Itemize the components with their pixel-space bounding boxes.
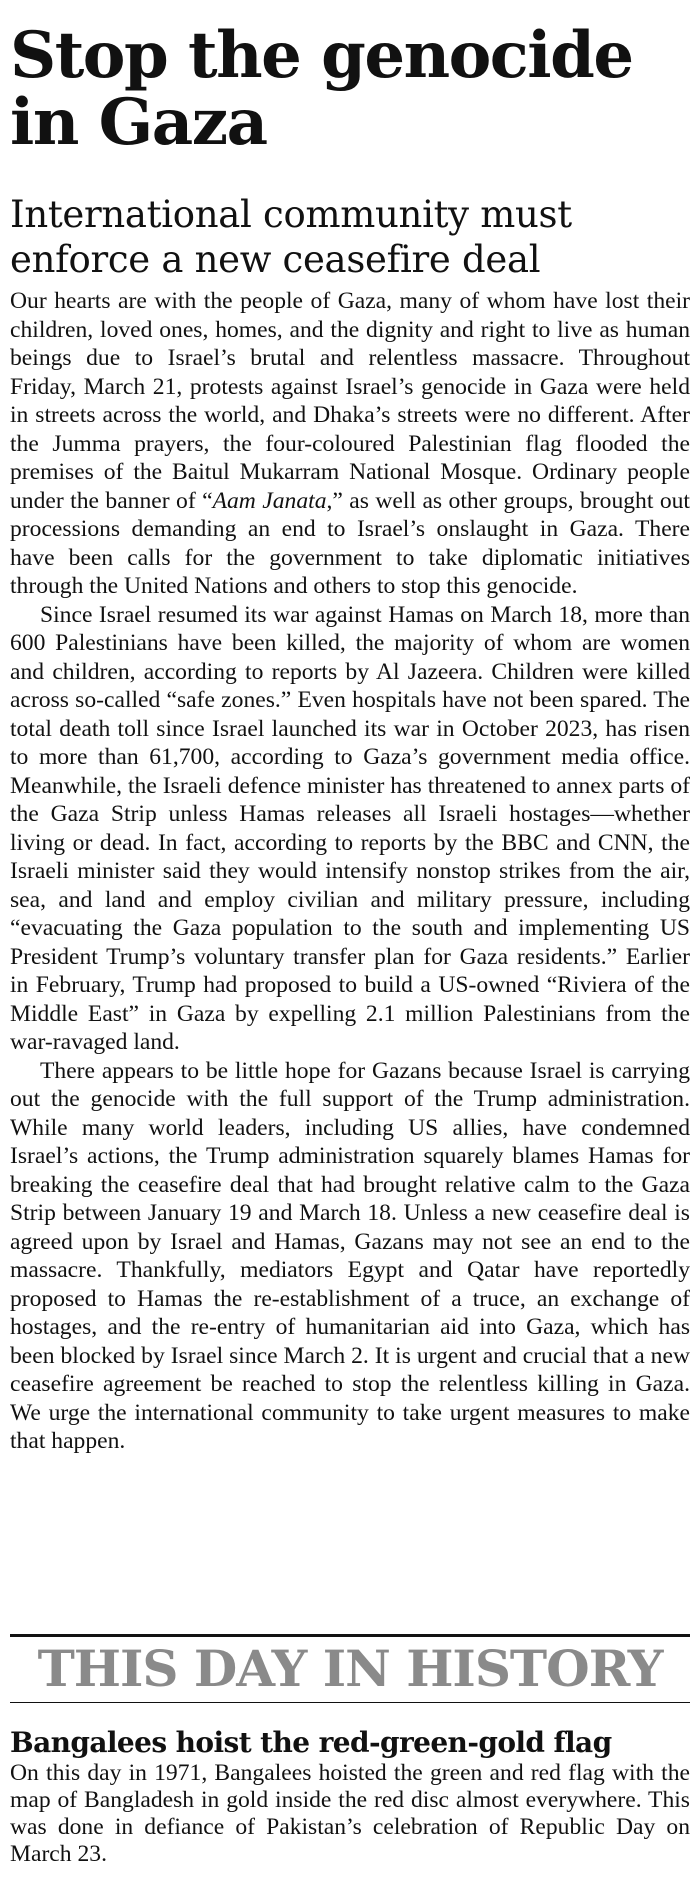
editorial-paragraph-1 [10, 287, 690, 601]
editorial-subheadline: International community must enforce a new ceasefire deal [10, 193, 572, 282]
editorial-paragraph-3: There appears to be little hope for Gazans because Israel is carrying out the genocide with the full support of the Trump administration. While many world leaders, including US allies, have condemned Israel’s actions, the Trump administration squarely blames Hamas for breaking the ceasefire deal that had brought relative calm to the Gaza Strip between January 19 and March 18. Unless a new ceasefire deal is agreed upon by Israel and Hamas, Gazans may not see an end to the massacre. Thankfully, mediators Egypt and Qatar have reportedly proposed to Hamas the re-establishment of a truce, an exchange of hostages, and the re-entry of humanitarian aid into Gaza, which has been blocked by Israel since March 2. It is urgent and crucial that a new ceasefire agreement be reached to stop the relentless killing in Gaza. We urge the international community to take urgent measures to make that happen. [10, 1057, 690, 1454]
section-title: THIS DAY IN HISTORY [37, 1639, 663, 1698]
section-divider-top [10, 1634, 690, 1637]
editorial-headline: Stop the genocide in Gaza [10, 18, 633, 161]
history-body: On this day in 1971, Bangalees hoisted the green and red flag with the map of Bangladesh in gold inside the red disc almost everywhere. This was done in defiance of Pakistan’s celebration of Republic Day on March 23. [10, 1760, 690, 1867]
editorial-paragraph-2: Since Israel resumed its war against Hamas on March 18, more than 600 Palestinians have been killed, the majority of whom are women and children, according to reports by Al Jazeera. Children were killed across so-called “safe zones.” Even hospitals have not been spared. The total death toll since Israel launched its war in October 2023, has risen to more than 61,700, according to Gaza’s government media office. Meanwhile, the Israeli defence minister has threatened to annex parts of the Gaza Strip unless Hamas releases all Israeli hostages—whether living or dead. In fact, according to reports by the BBC and CNN, the Israeli minister said they would intensify nonstop strikes from the air, sea, and land and employ civilian and military pressure, including “evacuating the Gaza population to the south and implementing US President Trump’s voluntary transfer plan for Gaza residents.” Earlier in February, Trump had proposed to build a US-owned “Riviera of the Middle East” in Gaza by expelling 2.1 million Palestinians from the war-ravaged land. [10, 601, 690, 1055]
aam-janata-phrase: Aam Janata [212, 487, 327, 514]
history-headline: Bangalees hoist the red-green-gold flag [10, 1726, 612, 1759]
editorial-body [10, 287, 690, 1456]
paragraph-1-text-b: ,” as well as other groups, brought out processions demanding an end to Israel’s onslaught in Gaza. There have been calls for the government to take diplomatic initiatives through the United Nations and others to stop this genocide. [10, 487, 690, 599]
section-divider-bottom [10, 1702, 690, 1703]
paragraph-1-text-a: Our hearts are with the people of Gaza, many of whom have lost their children, loved ones, homes, and the dignity and right to live as human beings due to Israel’s brutal and relentless massacre. Throughout Friday, March 21, protests against Israel’s genocide in Gaza were held in streets across the world, and Dhaka’s streets were no different. After the Jumma prayers, the four-coloured Palestinian flag flooded the premises of the Baitul Mukarram National Mosque. Ordinary people under the banner of “ [10, 288, 690, 514]
